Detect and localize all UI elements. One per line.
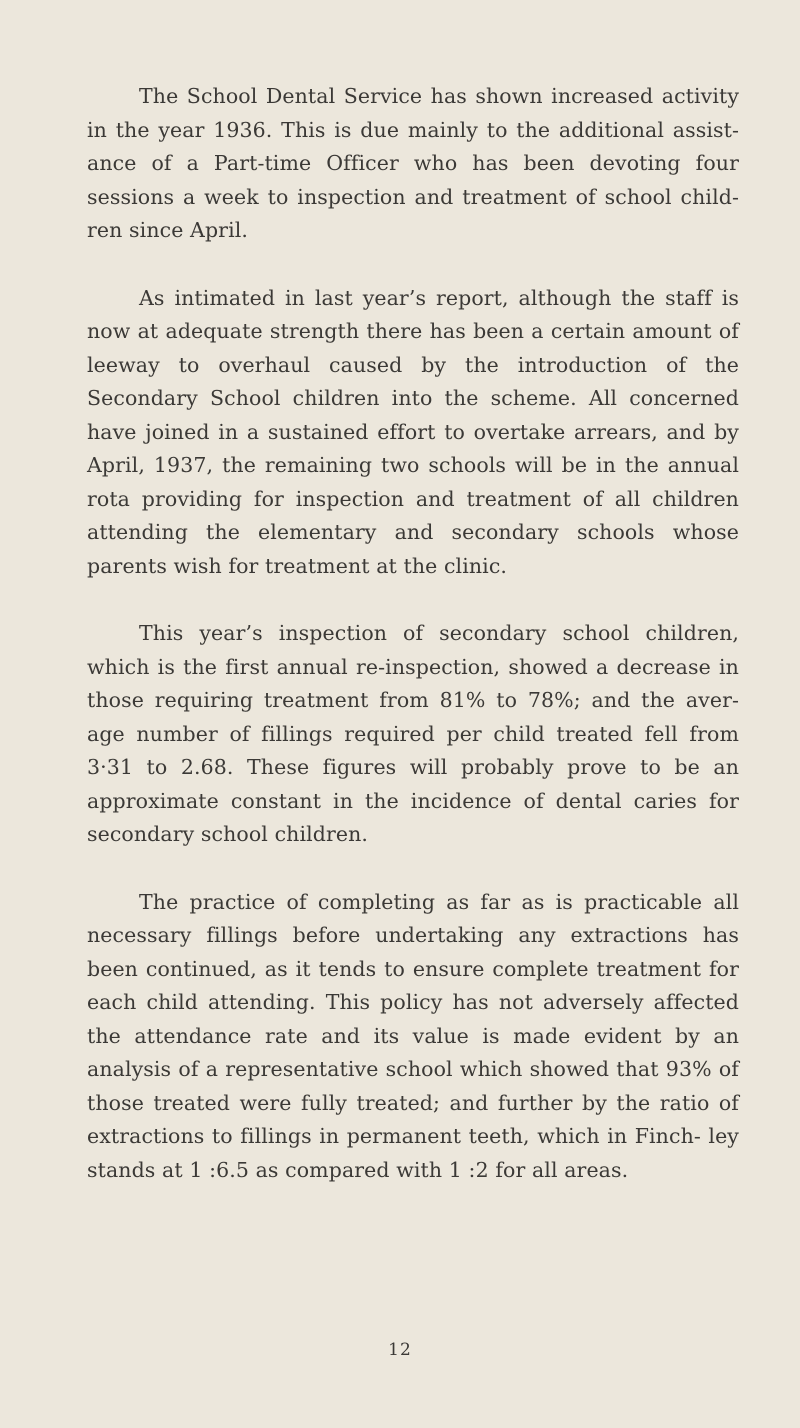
paragraph-fillings-practice: The practice of completing as far as is practicable all necessary fillings before undertaking any extractions has been continued, as it tends to ensure complete treatment for each child attending. This policy has not adversely affected the attendance rate and its value is made evident by an analysis of a representative school which showed that 93% of those treated were fully treated; and further by the ratio of extractions to fillings in permanent teeth, which in Finch- ley stands at 1 :6.5 as compared with 1 :2 for all areas. [87,889,739,1182]
paragraph-secondary-inspection: This year’s inspection of secondary school children, which is the first annual re-inspection, showed a decrease in those requiring treatment from 81% to 78%; and the aver- age number of fillings required per child treated fell from 3·31 to 2.68. These figures will probably prove to be an approximate constant in the incidence of dental caries for secondary school children. [87,621,739,846]
paragraph-staff-and-arrears: As intimated in last year’s report, although the staff is now at adequate strength there has been a certain amount of leeway to overhaul caused by the introduction of the Secondary School children into the scheme. All concerned have joined in a sustained effort to overtake arrears, and by April, 1937, the remaining two schools will be in the annual rota providing for inspection and treatment of all children attending the elementary and secondary schools whose parents wish for treatment at the clinic. [87,285,739,578]
page-number: 12 [388,1340,412,1360]
paragraph-dental-service-activity: The School Dental Service has shown increased activity in the year 1936. This is due mainly to the additional assist- ance of a Part-time Officer who has been devoting four sessions a week to inspection and treatment of school child- ren since April. [87,84,739,242]
body-text [87,80,739,1221]
